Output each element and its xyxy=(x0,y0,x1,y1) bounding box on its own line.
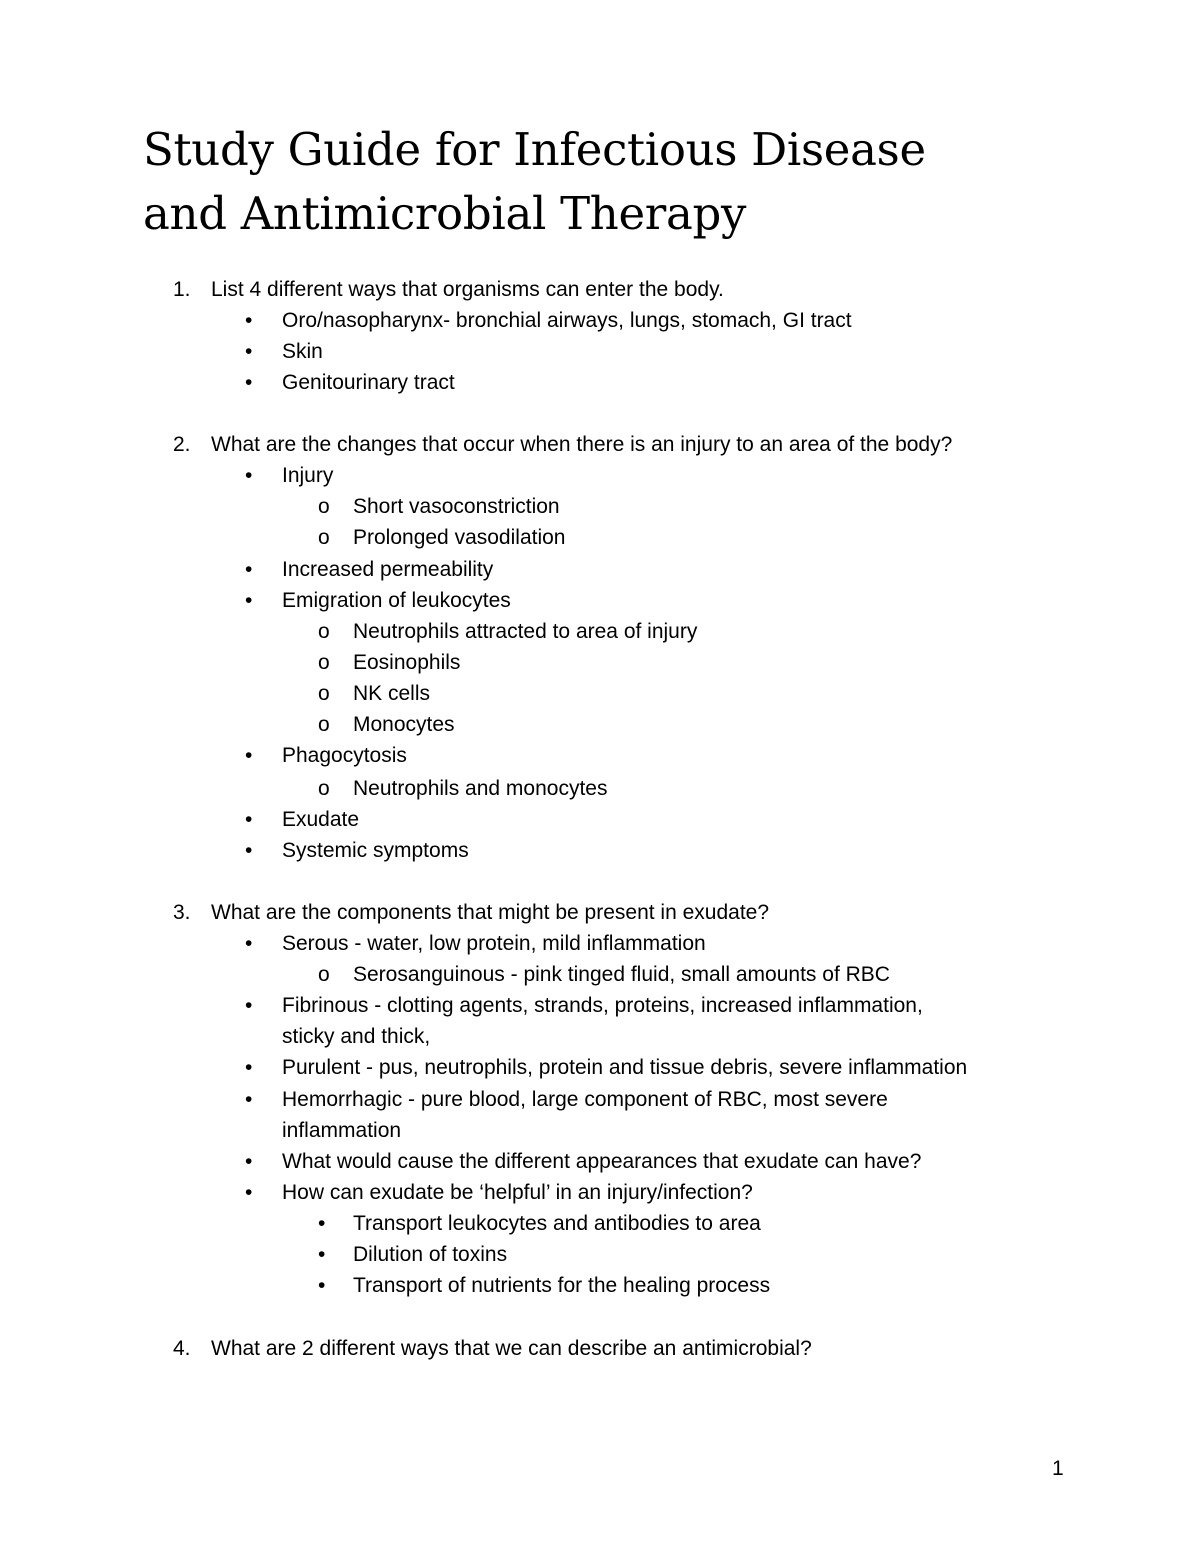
list-item: Skin xyxy=(282,340,323,363)
bullet-marker: • xyxy=(245,932,253,955)
list-item: Fibrinous - clotting agents, strands, proteins, increased inflammation, xyxy=(282,994,923,1017)
question-text: List 4 different ways that organisms can enter the body. xyxy=(211,278,724,301)
list-item: Increased permeability xyxy=(282,558,494,581)
list-item: Emigration of leukocytes xyxy=(282,589,511,612)
title-line-2: and Antimicrobial Therapy xyxy=(143,187,747,240)
sub-list-item: Eosinophils xyxy=(353,651,461,674)
sub-bullet-marker: o xyxy=(318,495,330,518)
bullet-marker: • xyxy=(245,1056,253,1079)
bullet-marker: • xyxy=(245,839,253,862)
question-number: 3. xyxy=(173,901,191,924)
bullet-marker: • xyxy=(245,1181,253,1204)
sub-list-item: Dilution of toxins xyxy=(353,1243,508,1266)
bullet-marker: • xyxy=(245,1150,253,1173)
page-number: 1 xyxy=(1052,1457,1064,1480)
bullet-marker: • xyxy=(245,808,253,831)
sub-list-item: Prolonged vasodilation xyxy=(353,526,566,549)
question-number: 2. xyxy=(173,433,191,456)
list-item: Exudate xyxy=(282,808,360,831)
list-item: Phagocytosis xyxy=(282,744,407,767)
sub-list-item: NK cells xyxy=(353,682,431,705)
question-number: 4. xyxy=(173,1337,191,1360)
list-item: Serous - water, low protein, mild inflammation xyxy=(282,932,706,955)
sub-bullet-marker: o xyxy=(318,651,330,674)
list-item: Genitourinary tract xyxy=(282,371,455,394)
bullet-marker: • xyxy=(245,309,253,332)
title-line-1: Study Guide for Infectious Disease xyxy=(143,123,926,176)
sub-list-item: Monocytes xyxy=(353,713,455,736)
sub-bullet-marker: • xyxy=(318,1212,326,1235)
page-title xyxy=(143,118,1103,246)
sub-bullet-marker: o xyxy=(318,963,330,986)
list-item-continuation: inflammation xyxy=(282,1119,402,1142)
bullet-marker: • xyxy=(245,340,253,363)
sub-bullet-marker: • xyxy=(318,1243,326,1266)
list-item: Injury xyxy=(282,464,334,487)
sub-list-item: Neutrophils attracted to area of injury xyxy=(353,620,698,643)
question-text: What are 2 different ways that we can describe an antimicrobial? xyxy=(211,1337,812,1360)
sub-bullet-marker: o xyxy=(318,620,330,643)
list-item: What would cause the different appearances that exudate can have? xyxy=(282,1150,922,1173)
sub-bullet-marker: o xyxy=(318,713,330,736)
bullet-marker: • xyxy=(245,1088,253,1111)
question-text: What are the components that might be present in exudate? xyxy=(211,901,770,924)
sub-bullet-marker: o xyxy=(318,526,330,549)
bullet-marker: • xyxy=(245,994,253,1017)
sub-list-item: Transport of nutrients for the healing process xyxy=(353,1274,771,1297)
sub-list-item: Serosanguinous - pink tinged fluid, small amounts of RBC xyxy=(353,963,890,986)
question-text: What are the changes that occur when there is an injury to an area of the body? xyxy=(211,433,953,456)
list-item: Oro/nasopharynx- bronchial airways, lungs, stomach, GI tract xyxy=(282,309,852,332)
bullet-marker: • xyxy=(245,371,253,394)
list-item: Hemorrhagic - pure blood, large component of RBC, most severe xyxy=(282,1088,888,1111)
list-item-continuation: sticky and thick, xyxy=(282,1025,431,1048)
sub-bullet-marker: o xyxy=(318,682,330,705)
sub-list-item: Transport leukocytes and antibodies to area xyxy=(353,1212,761,1235)
bullet-marker: • xyxy=(245,744,253,767)
question-number: 1. xyxy=(173,278,191,301)
sub-list-item: Neutrophils and monocytes xyxy=(353,777,608,800)
sub-bullet-marker: • xyxy=(318,1274,326,1297)
bullet-marker: • xyxy=(245,558,253,581)
bullet-marker: • xyxy=(245,589,253,612)
sub-bullet-marker: o xyxy=(318,777,330,800)
bullet-marker: • xyxy=(245,464,253,487)
list-item: How can exudate be ‘helpful’ in an injury/infection? xyxy=(282,1181,753,1204)
sub-list-item: Short vasoconstriction xyxy=(353,495,560,518)
list-item: Purulent - pus, neutrophils, protein and tissue debris, severe inflammation xyxy=(282,1056,968,1079)
list-item: Systemic symptoms xyxy=(282,839,469,862)
